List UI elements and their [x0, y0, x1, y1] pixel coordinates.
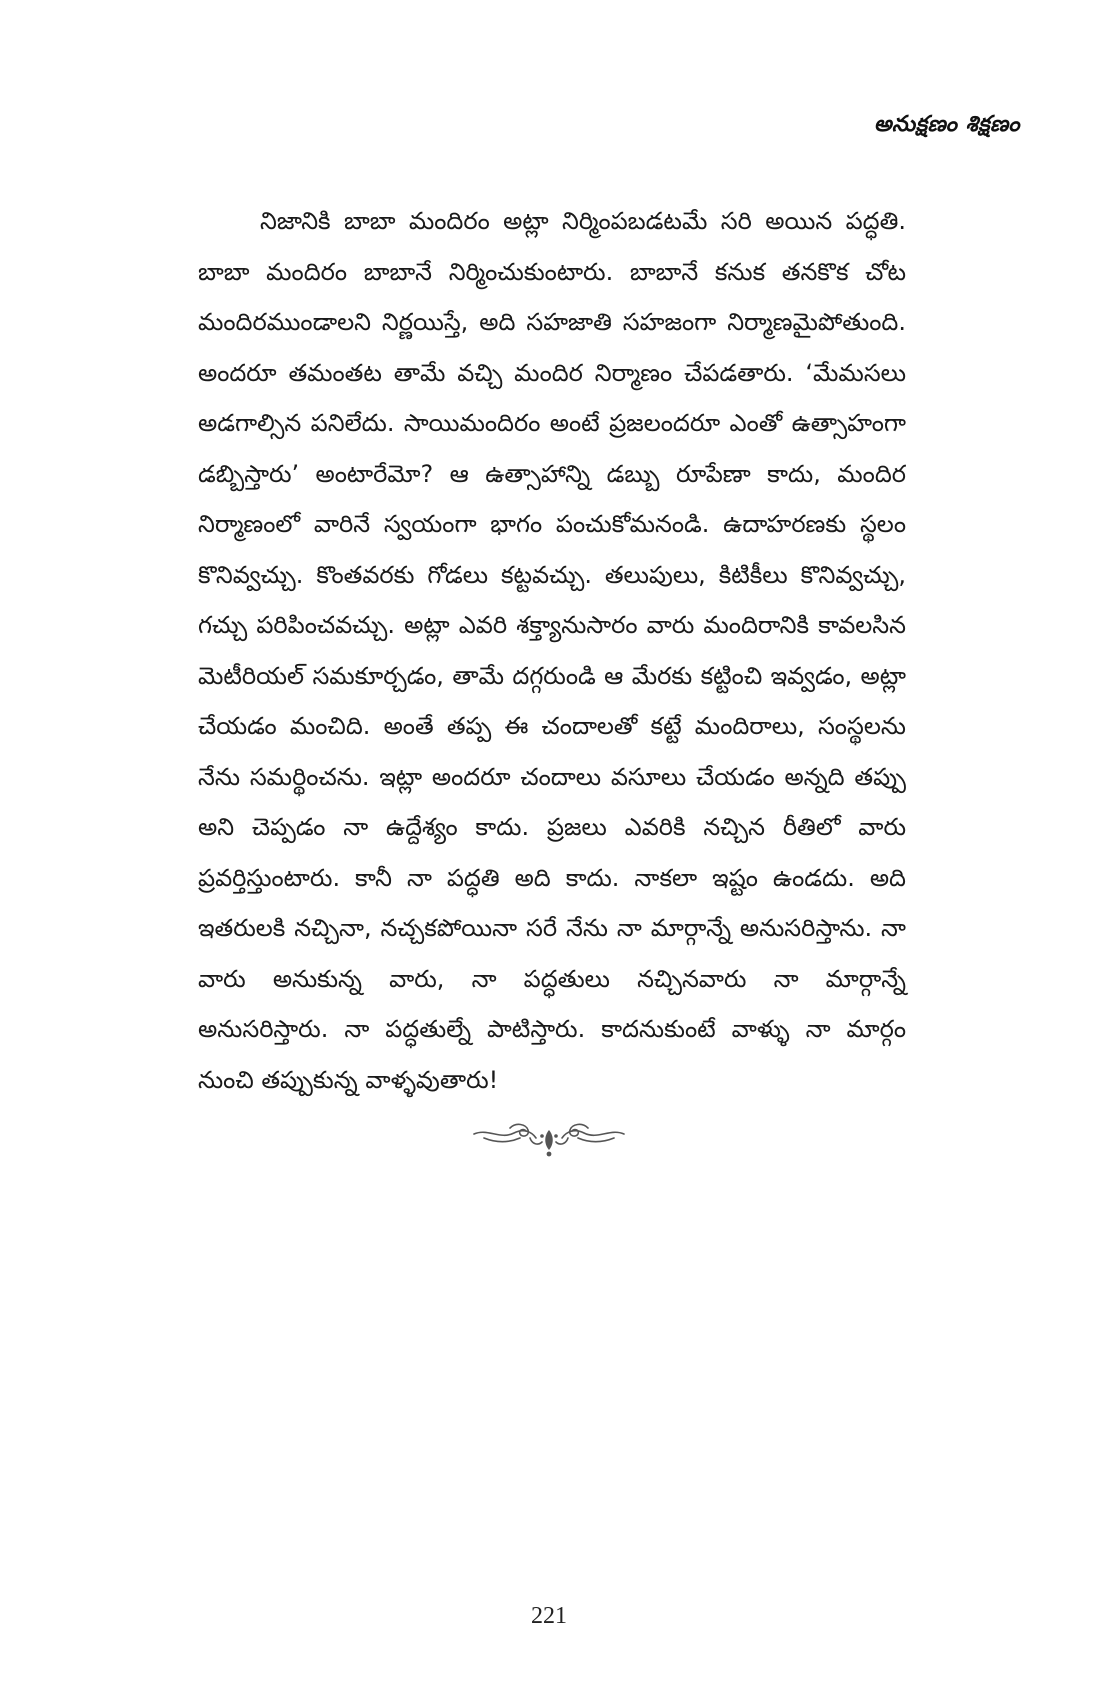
running-header-title: అనుక్షణం శిక్షణం: [873, 112, 1020, 137]
page-number: 221: [531, 1603, 567, 1629]
floral-divider-icon: [470, 1116, 628, 1158]
body-paragraph: నిజానికి బాబా మందిరం అట్లా నిర్మింపబడటమే సరి అయిన పద్ధతి. బాబా మందిరం బాబానే నిర్మించుకుంటారు. బాబానే కనుక తనకొక చోట మందిరముండాలని నిర్ణయిస్తే, అది సహజాతి సహజంగా నిర్మాణమైపోతుంది. అందరూ తమంతట తామే వచ్చి మందిర నిర్మాణం చేపడతారు. ‘మేమసలు అడగాల్సిన పనిలేదు. సాయిమందిరం అంటే ప్రజలందరూ ఎంతో ఉత్సాహంగా డబ్బిస్తారు’ అంటారేమో? ఆ ఉత్సాహాన్ని డబ్బు రూపేణా కాదు, మందిర నిర్మాణంలో వారినే స్వయంగా భాగం పంచుకోమనండి. ఉదాహరణకు స్థలం కొనివ్వచ్చు. కొంతవరకు గోడలు కట్టవచ్చు. తలుపులు, కిటికీలు కొనివ్వచ్చు, గచ్చు పరిపించవచ్చు. అట్లా ఎవరి శక్త్యానుసారం వారు మందిరానికి కావలసిన మెటీరియల్ సమకూర్చడం, తామే దగ్గరుండి ఆ మేరకు కట్టించి ఇవ్వడం, అట్లా చేయడం మంచిది. అంతే తప్ప ఈ చందాలతో కట్టే మందిరాలు, సంస్థలను నేను సమర్థించను. ఇట్లా అందరూ చందాలు వసూలు చేయడం అన్నది తప్పు అని చెప్పడం నా ఉద్దేశ్యం కాదు. ప్రజలు ఎవరికి నచ్చిన రీతిలో వారు ప్రవర్తిస్తుంటారు. కానీ నా పద్ధతి అది కాదు. నాకలా ఇష్టం ఉండదు. అది ఇతరులకి నచ్చినా, నచ్చకపోయినా సరే నేను నా మార్గాన్నే అనుసరిస్తాను. నా వారు అనుకున్న వారు, నా పద్ధతులు నచ్చినవారు నా మార్గాన్నే అనుసరిస్తారు. నా పద్ధతుల్నే పాటిస్తారు. కాదనుకుంటే వాళ్ళు నా మార్గం నుంచి తప్పుకున్న వాళ్ళవుతారు!: [198, 207, 906, 1094]
body-text: [198, 196, 906, 1105]
